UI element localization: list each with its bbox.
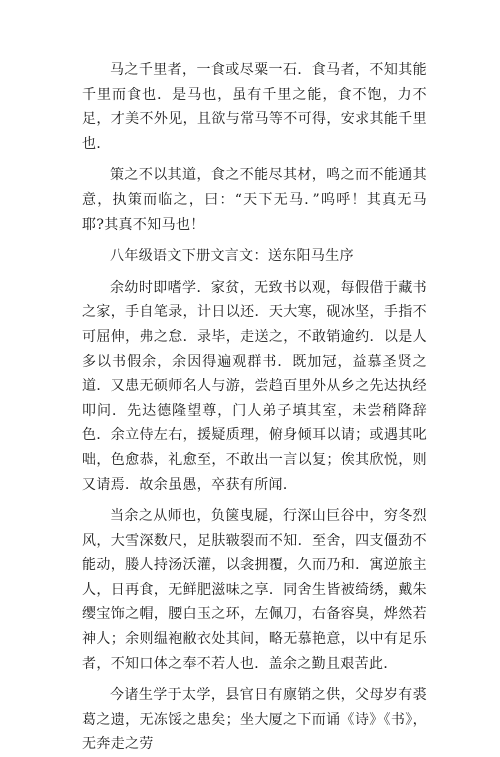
- section-heading: 八年级语文下册文言文：送东阳马生序: [110, 248, 354, 265]
- paragraph-5: 今诸生学于太学，县官日有廪销之供，父母岁有裘葛之遗，无冻馁之患矣；坐大厦之下而诵《诗》《书》，无奔走之劳: [82, 687, 427, 753]
- paragraph-1: 马之千里者，一食或尽粟一石．食马者，不知其能千里而食也．是马也，虽有千里之能，食不饱，力不足，才美不外见，且欲与常马等不可得，安求其能千里也．: [82, 62, 427, 152]
- document-body: [82, 58, 427, 757]
- paragraph-4: 当余之从师也，负箧曳屣，行深山巨谷中，穷冬烈风，大雪深数尺，足肤皲裂而不知．至舍，四支僵劲不能动，媵人持汤沃灌，以衾拥覆，久而乃和．寓逆旅主人，日再食，无鲜肥滋味之享．同舍生皆被绮绣，戴朱缨宝饰之帽，腰白玉之环，左佩刀，右备容臭，烨然若神人；余则缊袍敝衣处其间，略无慕艳意，以中有足乐者，不知口体之奉不若人也．盖余之勤且艰苦此．: [82, 508, 427, 672]
- paragraph-3: 余幼时即嗜学．家贫，无致书以观，每假借于藏书之家，手自笔录，计日以还．天大寒，砚冰坚，手指不可屈伸，弗之怠．录毕，走送之，不敢销逾约．以是人多以书假余，余因得遍观群书．既加冠，益慕圣贤之道．又患无硕师名人与游，尝趋百里外从乡之先达执经叩问．先达德隆望尊，门人弟子填其室，未尝稍降辞色．余立侍左右，援疑质理，俯身倾耳以请；或遇其叱咄，色愈恭，礼愈至，不敢出一言以复；俟其欣悦，则又请焉．故余虽愚，卒获有所闻．: [82, 279, 427, 493]
- paragraph-2: 策之不以其道，食之不能尽其材，鸣之而不能通其意，执策而临之，曰：“天下无马．”呜呼！其真无马耶?其真不知马也！: [82, 167, 427, 233]
